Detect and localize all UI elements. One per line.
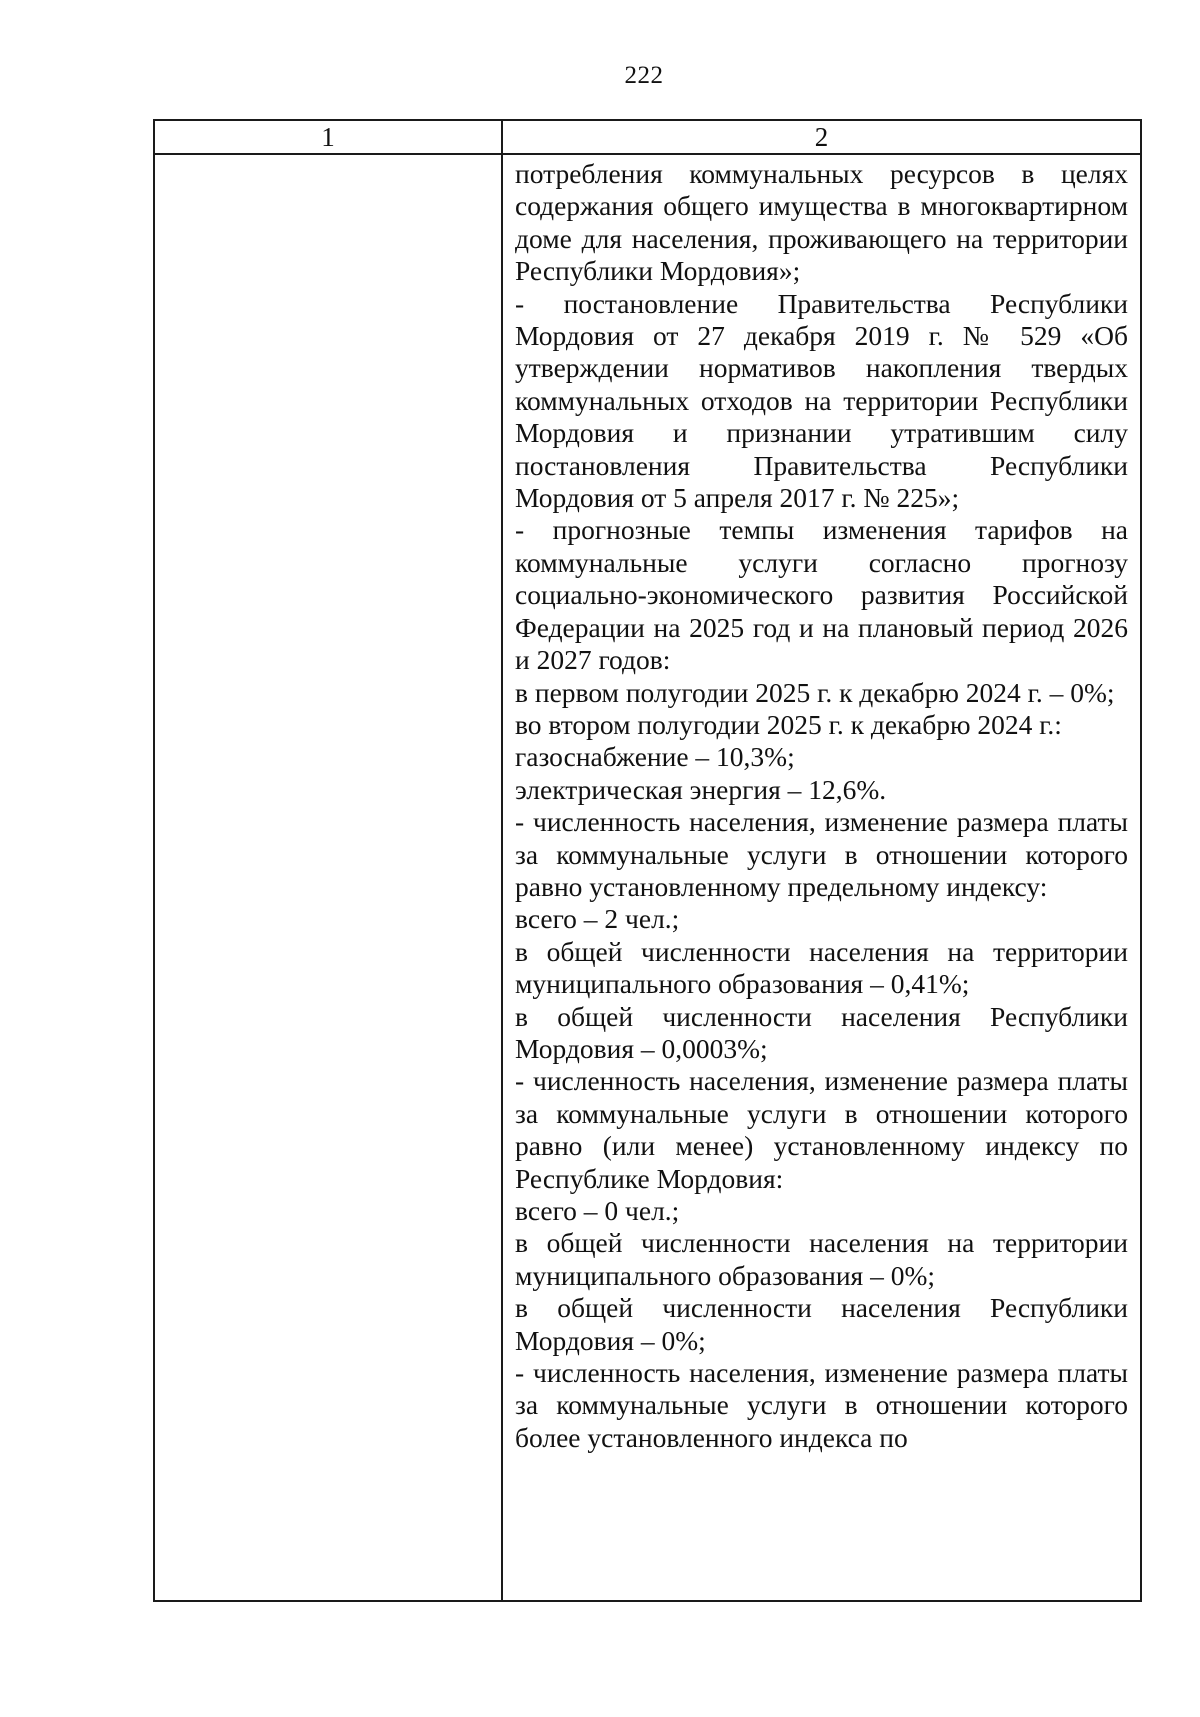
paragraph-6: газоснабжение – 10,3%; <box>515 741 795 773</box>
column-header-1: 1 <box>154 120 502 154</box>
paragraph-9: всего – 2 чел.; <box>515 903 680 935</box>
page-number: 222 <box>624 62 664 89</box>
paragraph-1: потребления коммунальных ресурсов в целях содержания общего имущества в многоквартирном доме для населения, проживающего на территории Республики Мордовия»; <box>515 158 1128 287</box>
paragraph-4: в первом полугодии 2025 г. к декабрю 2024 г. – 0%; <box>515 676 1115 708</box>
table-cell-column-2 <box>502 154 1141 1601</box>
paragraph-16: - численность населения, изменение размера платы за коммунальные услуги в отношении которого более установленного индекса по <box>515 1357 1128 1453</box>
empty-cell-content <box>155 155 501 1600</box>
paragraph-10: в общей численности населения на территории муниципального образования – 0,41%; <box>515 935 1128 1000</box>
paragraph-7: электрическая энергия – 12,6%. <box>515 773 887 805</box>
paragraph-13: всего – 0 чел.; <box>515 1195 680 1226</box>
paragraph-12: - численность населения, изменение размера платы за коммунальные услуги в отношении которого равно (или менее) установленному индексу по Республике Мордовия: <box>515 1065 1128 1194</box>
paragraph-14: в общей численности населения на территории муниципального образования – 0%; <box>515 1227 1128 1291</box>
paragraph-15: в общей численности населения Республики Мордовия – 0%; <box>515 1292 1128 1356</box>
table-header-row <box>154 120 1141 154</box>
document-table <box>153 119 1142 1602</box>
paragraph-11: в общей численности населения Республики Мордовия – 0,0003%; <box>515 1000 1128 1064</box>
paragraph-5: во втором полугодии 2025 г. к декабрю 2024 г.: <box>515 708 1062 740</box>
paragraph-2: - постановление Правительства Республики Мордовия от 27 декабря 2019 г. № 529 «Об утверждении нормативов накопления твердых коммунальных отходов на территории Республики Мордовия и признании утратившим силу постановления Правительства Республики Мордовия от 5 апреля 2017 г. № 225»; <box>515 287 1128 514</box>
cell-text-body <box>503 155 1140 1454</box>
column-header-2: 2 <box>502 120 1141 154</box>
table-cell-column-1 <box>154 154 502 1601</box>
table-row <box>154 154 1141 1601</box>
paragraph-8: - численность населения, изменение размера платы за коммунальные услуги в отношении которого равно установленному предельному индексу: <box>515 806 1128 902</box>
paragraph-3: - прогнозные темпы изменения тарифов на коммунальные услуги согласно прогнозу социально-экономического развития Российской Федерации на 2025 год и на плановый период 2026 и 2027 годов: <box>515 514 1128 676</box>
